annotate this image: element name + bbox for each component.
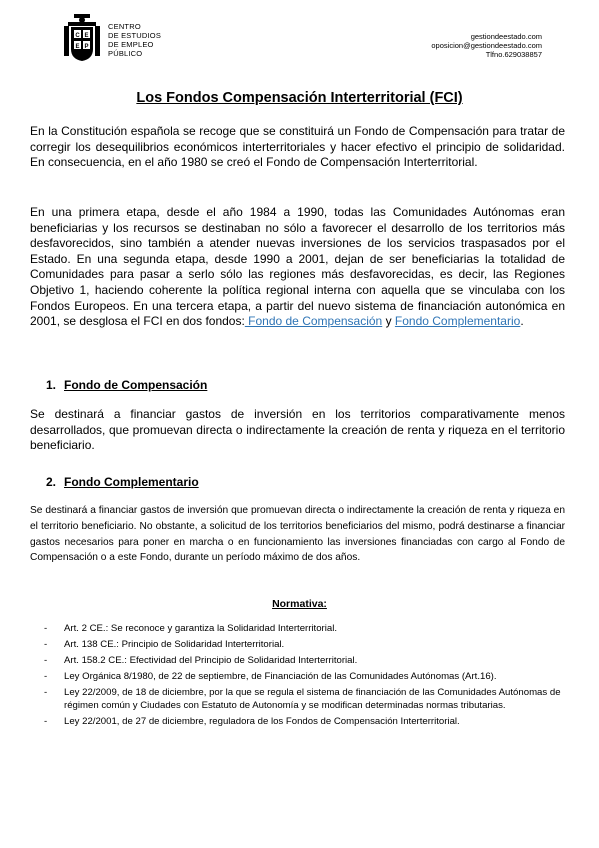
contact-info <box>431 32 542 59</box>
stages-paragraph <box>30 205 565 330</box>
section-heading-fondo-complementario <box>46 475 199 489</box>
paragraph-end: . <box>520 314 524 329</box>
fondo-compensacion-text: Se destinará a financiar gastos de inversión en los territorios comparativamente menos desarrollados, que promuevan directa o indirectamente la creación de renta y riqueza en el territorio beneficiario. <box>30 407 565 453</box>
svg-text:P: P <box>84 44 89 50</box>
section-number: 1. <box>46 378 57 392</box>
list-item <box>44 686 564 712</box>
fondo-compensacion-link[interactable]: Fondo de Compensación <box>244 314 383 329</box>
list-item <box>44 715 564 728</box>
list-item <box>44 622 564 635</box>
svg-text:C: C <box>75 33 80 39</box>
bullet-dash: - <box>44 716 48 727</box>
connector-text: y <box>382 314 395 329</box>
stages-text: En una primera etapa, desde el año 1984 a 1990, todas las Comunidades Autónomas eran beneficiarias y los recursos se destinaban no sólo a favorecer el desarrollo de los territorios más desfavorecidos, sino también a atender nuevas inversiones de los servicios traspasados por el Estado. En una segunda etapa, desde 1990 a 2001, dejan de ser beneficiarias la totalidad de Comunidades para pasar a serlo sólo las regiones más desfavorecidas, es decir, las Regiones Objetivo 1, haciendo coherente la política regional interna con aquella que se vinculaba con los Fondos Europeos. En una tercera etapa, a partir del nuevo sistema de financiación autonómica en 2001, se desglosa el FCI en dos fondos: <box>30 205 565 329</box>
law-text: Ley 22/2001, de 27 de diciembre, reguladora de los Fondos de Compensación Interterritorial. <box>64 716 460 727</box>
email-link[interactable]: oposicion@gestiondeestado.com <box>431 41 542 50</box>
svg-text:E: E <box>75 44 80 50</box>
list-item <box>44 670 564 683</box>
list-item <box>44 638 564 651</box>
law-text: Ley Orgánica 8/1980, de 22 de septiembre, de Financiación de las Comunidades Autónomas (Art.16). <box>64 671 497 682</box>
section-title: Fondo de Compensación <box>64 378 208 392</box>
normativa-list <box>44 622 564 731</box>
org-line: CENTRO <box>108 22 141 31</box>
section-title: Fondo Complementario <box>64 475 199 489</box>
fondo-complementario-link[interactable]: Fondo Complementario <box>394 314 521 329</box>
phone-number: Tlfno.629038857 <box>485 50 542 59</box>
law-text: Ley 22/2009, de 18 de diciembre, por la que se regula el sistema de financiación de las Comunidades Autónomas de régimen común y Ciudades con Estatuto de Autonomía y se modifican determinadas normas tributarias. <box>64 687 561 711</box>
document-title: Los Fondos Compensación Interterritorial (FCI) <box>136 90 463 106</box>
normativa-heading: Normativa: <box>272 598 327 610</box>
law-text: Art. 138 CE.: Principio de Solidaridad Interterritorial. <box>64 639 285 650</box>
section-number: 2. <box>46 475 57 489</box>
section-heading-fondo-compensacion <box>46 378 207 392</box>
bullet-dash: - <box>44 623 48 634</box>
svg-text:E: E <box>84 33 89 39</box>
bullet-dash: - <box>44 671 48 682</box>
org-line: DE ESTUDIOS <box>108 31 162 40</box>
list-item <box>44 654 564 667</box>
organization-name <box>108 22 161 58</box>
bullet-dash: - <box>44 655 48 666</box>
website-link[interactable]: gestiondeestado.com <box>470 32 542 41</box>
org-line: PÚBLICO <box>108 49 143 58</box>
org-line: DE EMPLEO <box>108 40 154 49</box>
law-text: Art. 2 CE.: Se reconoce y garantiza la Solidaridad Interterritorial. <box>64 623 338 634</box>
bullet-dash: - <box>44 639 48 650</box>
coat-of-arms-logo <box>62 14 102 62</box>
bullet-dash: - <box>44 687 48 698</box>
fondo-complementario-text: Se destinará a financiar gastos de inversión que promuevan directa o indirectamente la creación de renta y riqueza en el territorio beneficiario. No obstante, a solicitud de los territorios beneficiarios del mismo, podrá destinarse a financiar gastos necesarios para poner en marcha o en funcionamiento las inversiones financiadas con cargo al Fondo de Compensación o a este Fondo, durante un período máximo de dos años. <box>30 505 565 564</box>
intro-paragraph: En la Constitución española se recoge que se constituirá un Fondo de Compensación para tratar de corregir los desequilibrios económicos interterritoriales y hacer efectivo el principio de solidaridad. En consecuencia, en el año 1980 se creó el Fondo de Compensación Interterritorial. <box>30 124 565 170</box>
law-text: Art. 158.2 CE.: Efectividad del Principio de Solidaridad Interterritorial. <box>64 655 358 666</box>
page-header <box>62 14 542 64</box>
